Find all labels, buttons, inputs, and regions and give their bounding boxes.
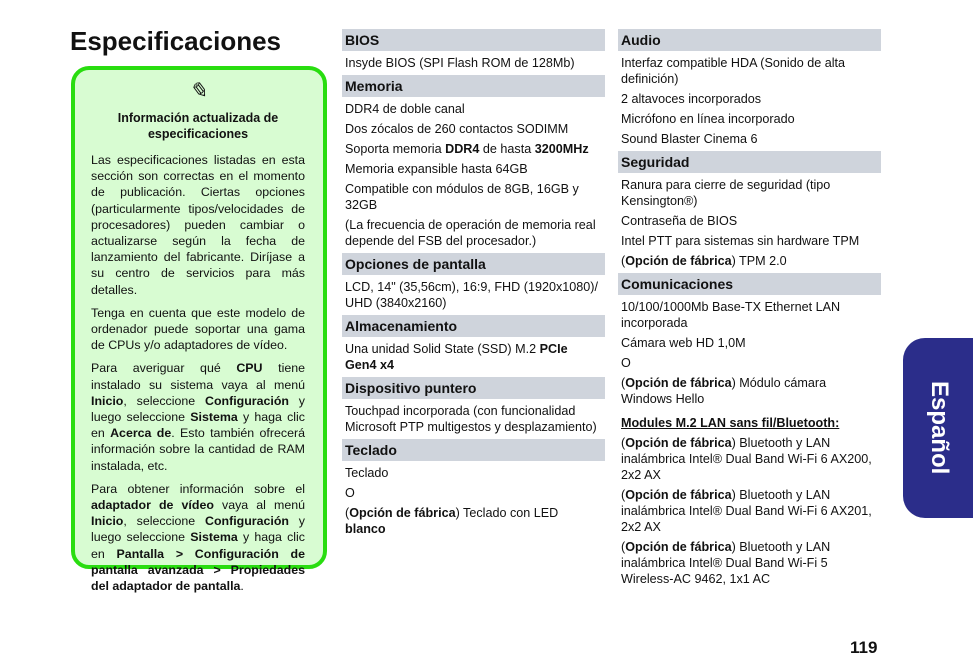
spec-line: Touchpad incorporada (con funcionalidad Microsoft PTP multigestos y desplazamiento) — [345, 404, 597, 434]
section-header-bios: BIOS — [342, 29, 605, 51]
spec-line: (Opción de fábrica) TPM 2.0 — [621, 254, 787, 268]
spec-line: Sound Blaster Cinema 6 — [621, 132, 758, 146]
section-header-pantalla: Opciones de pantalla — [342, 253, 605, 275]
spec-line: Compatible con módulos de 8GB, 16GB y 32GB — [345, 182, 579, 212]
spec-line: (Opción de fábrica) Teclado con LED blanco — [345, 506, 559, 536]
section-header-memoria: Memoria — [342, 75, 605, 97]
spec-line: (Opción de fábrica) Módulo cámara Windows Hello — [621, 376, 827, 406]
spec-line: O — [345, 486, 355, 500]
note-paragraph-1: Las especificaciones listadas en esta sección son correctas en el momento de publicación. Ciertas opciones (particularmente tipos/velocidades de procesadores) pueden cambiar o actualizarse según la fecha de lanzamiento del fabricante. Diríjase a su centro de servicios para más detalles. — [91, 153, 305, 297]
spec-column-middle — [342, 29, 605, 541]
language-tab-label: Español — [926, 381, 953, 475]
spec-line: Intel PTT para sistemas sin hardware TPM — [621, 234, 860, 248]
spec-line: Ranura para cierre de seguridad (tipo Kensington®) — [621, 178, 831, 208]
spec-column-right — [618, 29, 881, 591]
spec-line: 2 altavoces incorporados — [621, 92, 762, 106]
spec-line: Insyde BIOS (SPI Flash ROM de 128Mb) — [345, 56, 575, 70]
language-tab — [903, 338, 973, 518]
note-paragraph-3: Para averiguar qué CPU tiene instalado su sistema vaya al menú Inicio, seleccione Configuración y luego seleccione Sistema y haga clic en Acerca de. Esto también ofrecerá información sobre la cantidad de RAM instalada, etc. — [91, 361, 306, 473]
section-header-teclado: Teclado — [342, 439, 605, 461]
modules-subheading: Modules M.2 LAN sans fil/Bluetooth: — [621, 416, 840, 430]
spec-line: Contraseña de BIOS — [621, 214, 738, 228]
note-paragraph-4: Para obtener información sobre el adaptador de vídeo vaya al menú Inicio, seleccione Configuración y luego seleccione Sistema y haga clic en Pantalla > Configuración de pantalla avanzada > Propiedades del adaptador de pantalla. — [91, 481, 306, 594]
spec-line: (Opción de fábrica) Bluetooth y LAN inalámbrica Intel® Dual Band Wi-Fi 6 AX201, 2x2 AX — [621, 488, 872, 534]
spec-line: Una unidad Solid State (SSD) M.2 PCIe Gen4 x4 — [345, 342, 568, 372]
spec-line: 10/100/1000Mb Base-TX Ethernet LAN incorporada — [621, 300, 841, 330]
pencil-icon: ✎ — [188, 78, 208, 103]
section-header-puntero: Dispositivo puntero — [342, 377, 605, 399]
spec-line: Dos zócalos de 260 contactos SODIMM — [345, 122, 569, 136]
info-note-box — [71, 66, 327, 594]
spec-line: Memoria expansible hasta 64GB — [345, 162, 528, 176]
spec-line: LCD, 14" (35,56cm), 16:9, FHD (1920x1080)/ UHD (3840x2160) — [345, 280, 598, 310]
spec-line: Teclado — [345, 466, 389, 480]
section-header-seguridad: Seguridad — [618, 151, 881, 173]
note-heading: Información actualizada de especificaciones — [117, 111, 279, 141]
spec-line: (Opción de fábrica) Bluetooth y LAN inalámbrica Intel® Dual Band Wi-Fi 5 Wireless-AC 9462, 1x1 AC — [621, 540, 831, 586]
spec-line: O — [621, 356, 631, 370]
spec-line: (La frecuencia de operación de memoria real depende del FSB del procesador.) — [345, 218, 596, 248]
section-header-almacenamiento: Almacenamiento — [342, 315, 605, 337]
spec-line: (Opción de fábrica) Bluetooth y LAN inalámbrica Intel® Dual Band Wi-Fi 6 AX200, 2x2 AX — [621, 436, 872, 482]
section-header-audio: Audio — [618, 29, 881, 51]
spec-line: Soporta memoria DDR4 de hasta 3200MHz — [345, 142, 589, 156]
section-header-comunicaciones: Comunicaciones — [618, 273, 881, 295]
page-title: Especificaciones — [70, 26, 281, 56]
spec-line: Interfaz compatible HDA (Sonido de alta definición) — [621, 56, 846, 86]
spec-line: DDR4 de doble canal — [345, 102, 465, 116]
note-paragraph-2: Tenga en cuenta que este modelo de ordenador puede soportar una gama de CPUs y/o adaptadores de vídeo. — [91, 305, 305, 353]
spec-line: Cámara web HD 1,0M — [621, 336, 746, 350]
spec-line: Micrófono en línea incorporado — [621, 112, 795, 126]
page-number: 119 — [850, 638, 878, 657]
